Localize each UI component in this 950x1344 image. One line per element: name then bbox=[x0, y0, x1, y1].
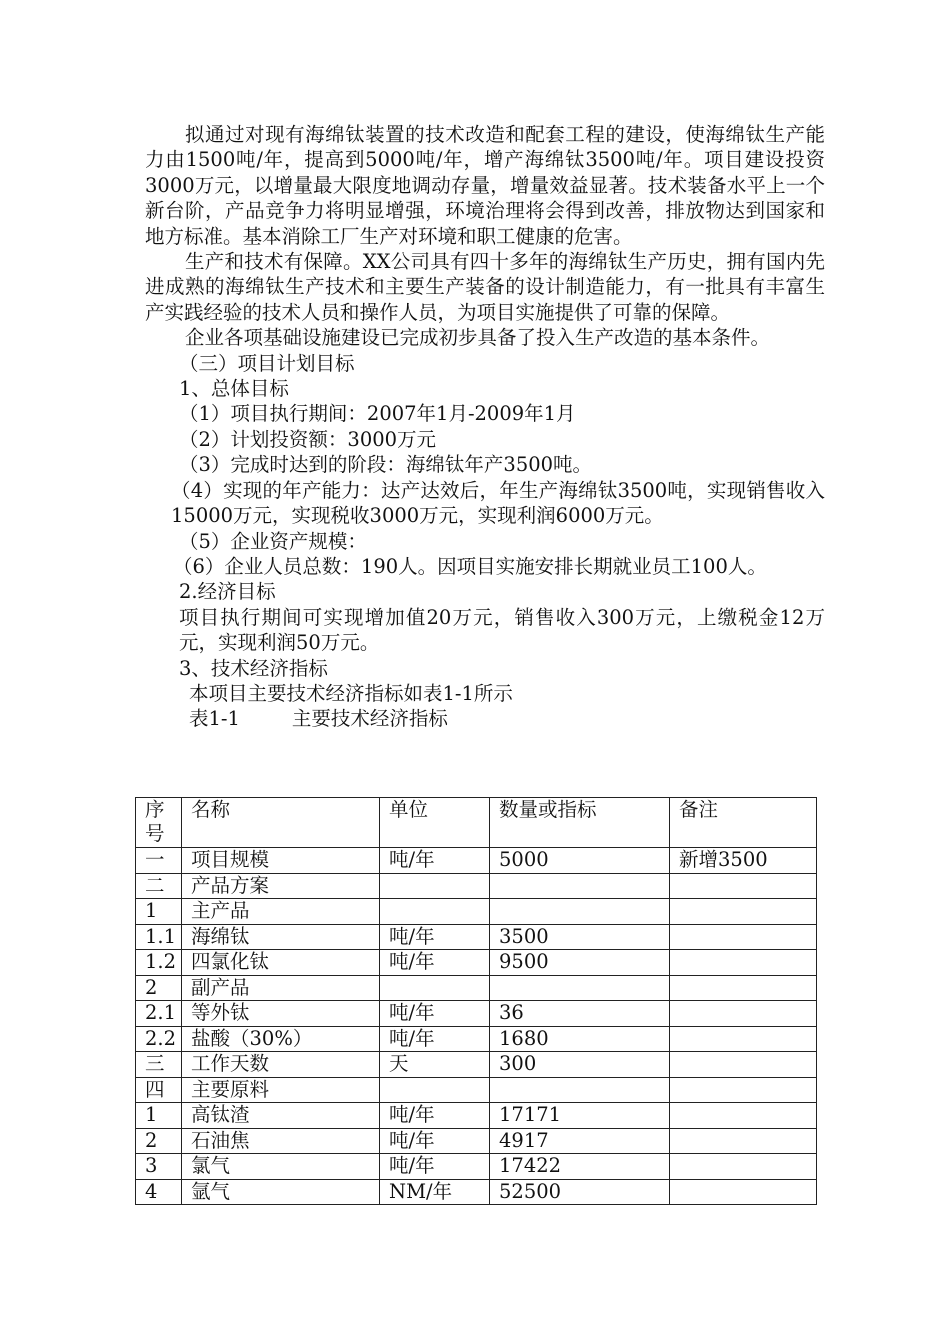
heading-tech-indicators: 3、技术经济指标 bbox=[179, 656, 328, 680]
cell-unit: 吨/年 bbox=[380, 924, 490, 950]
cell-remark bbox=[670, 899, 817, 925]
goal-item-6: （6）企业人员总数：190人。因项目实施安排长期就业员工100人。 bbox=[173, 554, 767, 578]
goal-item-5: （5）企业资产规模： bbox=[179, 529, 367, 553]
cell-unit: 吨/年 bbox=[380, 848, 490, 874]
cell-name: 等外钛 bbox=[182, 1001, 380, 1027]
cell-unit: 吨/年 bbox=[380, 1103, 490, 1129]
cell-quantity: 4917 bbox=[490, 1128, 670, 1154]
goal-item-3: （3）完成时达到的阶段：海绵钛年产3500吨。 bbox=[179, 453, 593, 477]
table-title: 主要技术经济指标 bbox=[291, 707, 448, 731]
cell-remark: 新增3500 bbox=[670, 848, 817, 874]
table-label: 表1-1 bbox=[189, 707, 240, 731]
cell-remark bbox=[670, 950, 817, 976]
section-heading-plan-goals: （三）项目计划目标 bbox=[179, 351, 355, 375]
cell-name: 工作天数 bbox=[182, 1052, 380, 1078]
cell-name: 四氯化钛 bbox=[182, 950, 380, 976]
heading-economic-goal: 2.经济目标 bbox=[179, 580, 276, 604]
table-row bbox=[136, 1026, 817, 1052]
cell-name: 海绵钛 bbox=[182, 924, 380, 950]
cell-remark bbox=[670, 975, 817, 1001]
table-row bbox=[136, 975, 817, 1001]
cell-remark bbox=[670, 1179, 817, 1205]
heading-overall-goal: 1、总体目标 bbox=[179, 377, 289, 401]
table-row bbox=[136, 1103, 817, 1129]
cell-unit bbox=[380, 1077, 490, 1103]
table-row bbox=[136, 1154, 817, 1180]
cell-quantity bbox=[490, 975, 670, 1001]
cell-unit bbox=[380, 873, 490, 899]
header-cell-name: 名称 bbox=[182, 798, 380, 848]
body-text bbox=[145, 122, 825, 732]
cell-index: 4 bbox=[136, 1179, 182, 1205]
header-cell-index: 序号 bbox=[136, 798, 182, 848]
table-row bbox=[136, 1052, 817, 1078]
cell-remark bbox=[670, 1001, 817, 1027]
cell-index: 3 bbox=[136, 1154, 182, 1180]
cell-index: 1.2 bbox=[136, 950, 182, 976]
cell-quantity: 3500 bbox=[490, 924, 670, 950]
paragraph-economic-goal: 项目执行期间可实现增加值20万元，销售收入300万元，上缴税金12万元，实现利润50万元。 bbox=[179, 605, 825, 655]
cell-remark bbox=[670, 873, 817, 899]
cell-index: 2.1 bbox=[136, 1001, 182, 1027]
table-row bbox=[136, 950, 817, 976]
cell-remark bbox=[670, 1154, 817, 1180]
cell-unit: NM/年 bbox=[380, 1179, 490, 1205]
paragraph-guarantee: 生产和技术有保障。XX公司具有四十多年的海绵钛生产历史，拥有国内先进成熟的海绵钛生产技术和主要生产装备的设计制造能力，有一批具有丰富生产实践经验的技术人员和操作人员，为项目实施提供了可靠的保障。 bbox=[145, 250, 825, 324]
paragraph-table-intro: 本项目主要技术经济指标如表1-1所示 bbox=[189, 681, 513, 705]
cell-name: 高钛渣 bbox=[182, 1103, 380, 1129]
cell-name: 氩气 bbox=[182, 1179, 380, 1205]
table-row bbox=[136, 1179, 817, 1205]
cell-name: 石油焦 bbox=[182, 1128, 380, 1154]
table-row bbox=[136, 1128, 817, 1154]
cell-unit: 天 bbox=[380, 1052, 490, 1078]
paragraph-infrastructure: 企业各项基础设施建设已完成初步具备了投入生产改造的基本条件。 bbox=[185, 326, 771, 350]
cell-index: 2.2 bbox=[136, 1026, 182, 1052]
table-caption bbox=[145, 706, 825, 731]
spec-table bbox=[135, 797, 817, 1205]
cell-name: 副产品 bbox=[182, 975, 380, 1001]
cell-name: 主要原料 bbox=[182, 1077, 380, 1103]
cell-index: 四 bbox=[136, 1077, 182, 1103]
cell-index: 1 bbox=[136, 1103, 182, 1129]
cell-index: 二 bbox=[136, 873, 182, 899]
cell-quantity: 52500 bbox=[490, 1179, 670, 1205]
paragraph-capacity: 拟通过对现有海绵钛装置的技术改造和配套工程的建设，使海绵钛生产能力由1500吨/年，提高到5000吨/年，增产海绵钛3500吨/年。项目建设投资3000万元，以增量最大限度地调动存量，增量效益显著。技术装备水平上一个新台阶，产品竞争力将明显增强，环境治理将会得到改善，排放物达到国家和地方标准。基本消除工厂生产对环境和职工健康的危害。 bbox=[145, 123, 825, 248]
cell-remark bbox=[670, 1026, 817, 1052]
cell-unit bbox=[380, 899, 490, 925]
cell-quantity: 1680 bbox=[490, 1026, 670, 1052]
cell-unit: 吨/年 bbox=[380, 950, 490, 976]
cell-remark bbox=[670, 1077, 817, 1103]
cell-unit: 吨/年 bbox=[380, 1128, 490, 1154]
cell-index: 2 bbox=[136, 1128, 182, 1154]
cell-name: 盐酸（30%） bbox=[182, 1026, 380, 1052]
cell-quantity: 5000 bbox=[490, 848, 670, 874]
table-row bbox=[136, 1077, 817, 1103]
header-cell-remark: 备注 bbox=[670, 798, 817, 848]
cell-name: 主产品 bbox=[182, 899, 380, 925]
table-row bbox=[136, 1001, 817, 1027]
cell-remark bbox=[670, 1128, 817, 1154]
cell-index: 1 bbox=[136, 899, 182, 925]
cell-unit: 吨/年 bbox=[380, 1001, 490, 1027]
goal-item-1: （1）项目执行期间：2007年1月-2009年1月 bbox=[179, 402, 576, 426]
table-row bbox=[136, 899, 817, 925]
header-cell-quantity: 数量或指标 bbox=[490, 798, 670, 848]
cell-quantity bbox=[490, 1077, 670, 1103]
cell-remark bbox=[670, 1052, 817, 1078]
cell-index: 一 bbox=[136, 848, 182, 874]
cell-unit bbox=[380, 975, 490, 1001]
goal-item-4: （4）实现的年产能力：达产达效后，年生产海绵钛3500吨，实现销售收入15000万元，实现税收3000万元，实现利润6000万元。 bbox=[171, 478, 825, 528]
cell-index: 2 bbox=[136, 975, 182, 1001]
cell-quantity: 36 bbox=[490, 1001, 670, 1027]
cell-name: 产品方案 bbox=[182, 873, 380, 899]
goal-item-2: （2）计划投资额：3000万元 bbox=[179, 427, 437, 451]
cell-quantity bbox=[490, 899, 670, 925]
cell-quantity: 17171 bbox=[490, 1103, 670, 1129]
table-row bbox=[136, 873, 817, 899]
header-cell-unit: 单位 bbox=[380, 798, 490, 848]
cell-quantity bbox=[490, 873, 670, 899]
table-row bbox=[136, 848, 817, 874]
cell-quantity: 17422 bbox=[490, 1154, 670, 1180]
cell-remark bbox=[670, 924, 817, 950]
cell-unit: 吨/年 bbox=[380, 1026, 490, 1052]
cell-name: 氯气 bbox=[182, 1154, 380, 1180]
table-header-row bbox=[136, 798, 817, 848]
cell-unit: 吨/年 bbox=[380, 1154, 490, 1180]
table-row bbox=[136, 924, 817, 950]
cell-quantity: 300 bbox=[490, 1052, 670, 1078]
cell-index: 三 bbox=[136, 1052, 182, 1078]
cell-index: 1.1 bbox=[136, 924, 182, 950]
cell-name: 项目规模 bbox=[182, 848, 380, 874]
cell-remark bbox=[670, 1103, 817, 1129]
cell-quantity: 9500 bbox=[490, 950, 670, 976]
